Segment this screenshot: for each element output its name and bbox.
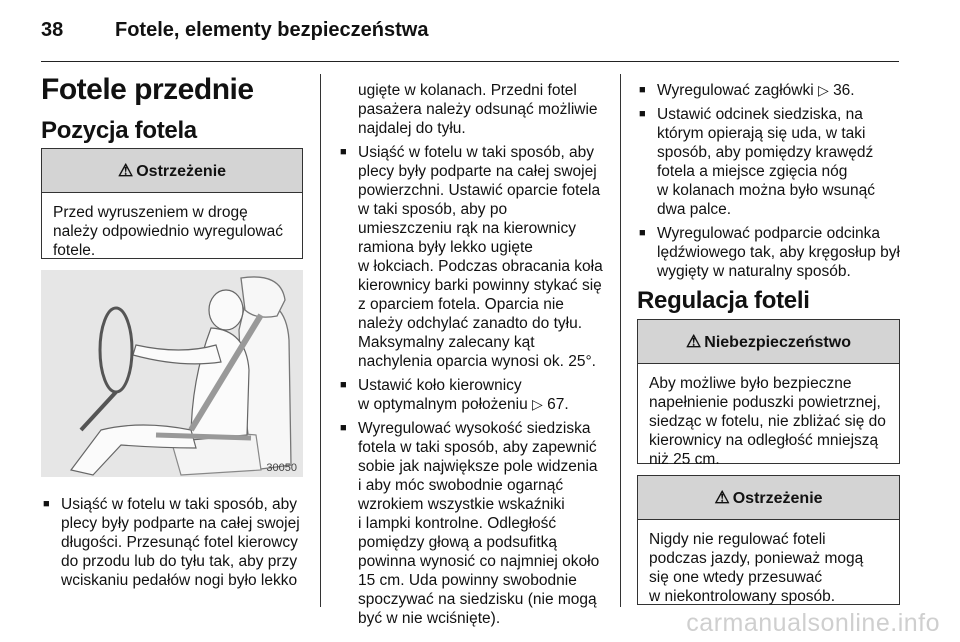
driver-seat-drawing xyxy=(41,270,303,477)
subsection-heading: Pozycja fotela xyxy=(41,117,197,144)
page-reference[interactable]: 67. xyxy=(547,396,569,413)
header-rule xyxy=(41,61,899,62)
warning-box xyxy=(637,475,900,605)
list-item: ■ Wyregulować zagłówki ▷ 36. xyxy=(637,81,902,100)
subsection-heading: Regulacja foteli xyxy=(637,287,810,314)
warning-triangle-icon: ⚠ xyxy=(714,488,730,507)
page-reference-arrow-icon[interactable]: ▷ xyxy=(532,396,543,412)
page-reference-arrow-icon[interactable]: ▷ xyxy=(817,82,829,98)
danger-heading: Niebezpieczeństwo xyxy=(704,334,851,351)
warning-heading: Ostrzeżenie xyxy=(732,490,823,507)
warning-box xyxy=(41,148,303,259)
list-item: ■ Ustawić koło kierownicy w optymalnym położeniu ▷ 67. xyxy=(338,376,610,414)
warning-heading: Ostrzeżenie xyxy=(136,163,227,180)
warning-text: Przed wyruszeniem w drogę należy odpowiednio wyregulować fotele. xyxy=(53,204,284,259)
warning-triangle-icon: ⚠ xyxy=(686,332,702,351)
seating-position-illustration xyxy=(41,270,303,477)
list-item-continued: ugięte w kolanach. Przedni fotel pasażera należy odsunąć możliwie najdalej do tyłu. xyxy=(358,82,598,137)
warning-box-header xyxy=(42,149,302,193)
list-item: ■ Usiąść w fotelu w taki sposób, aby plecy były podparte na całej swojej długości. Przesunąć fotel kierowcy do przodu lub do tyłu tak, aby przy wciskaniu pedałów nogi było lekko xyxy=(41,495,311,590)
danger-box xyxy=(637,319,900,468)
column-divider xyxy=(620,74,621,607)
watermark: carmanualsonline.info xyxy=(686,609,940,637)
list-item: ■ Usiąść w fotelu w taki sposób, aby plecy były podparte na całej swojej powierzchni. Ustawić oparcie fotela w taki sposób, aby po umieszczeniu rąk na kierownicy ramiona były lekko ugięte w łokciach. Podczas obracania koła kierownicy barki powinny stykać się z oparciem fotela. Oparcia nie należy odchylać zanadto do tyłu. Maksymalny zalecany kąt nachylenia oparcia wynosi ok. 25°. xyxy=(338,143,610,371)
page-reference[interactable]: 36. xyxy=(833,82,855,99)
page-number: 38 xyxy=(41,19,64,41)
list-item: ■ Ustawić odcinek siedziska, na którym opierają się uda, w taki sposób, aby pomiędzy krawędź fotela a miejsce zgięcia nóg w kolanach można było wsunąć dwa palce. xyxy=(637,105,902,219)
list-item: ■ Wyregulować podparcie odcinka lędźwiowego tak, aby kręgosłup był wygięty w naturalny sposób. xyxy=(637,224,902,281)
list-item: ■ Wyregulować wysokość siedziska fotela w taki sposób, aby zapewnić sobie jak największe pole widzenia i aby móc swobodnie ogarnąć wzrokiem wszystkie wskaźniki i lampki kontrolne. Odległość pomiędzy głową a podsufitką powinna wynosić co najmniej około 15 cm. Uda powinny swobodnie spoczywać na siedzisku (nie mogą być w nie wciśnięte). xyxy=(338,419,610,628)
warning-triangle-icon: ⚠ xyxy=(117,161,134,180)
danger-text: Aby możliwe było bezpieczne napełnienie poduszki powietrznej, siedząc w fotelu, nie zbliżać się do kierownicy na odległość mniejszą niż 25 cm. xyxy=(649,375,886,468)
column-divider xyxy=(320,74,321,607)
warning-text: Nigdy nie regulować foteli podczas jazdy, ponieważ mogą się one wtedy przesuwać w niekontrolowany sposób. xyxy=(649,531,864,605)
warning-box-header xyxy=(638,476,899,520)
figure-number: 30050 xyxy=(266,462,297,474)
section-heading: Fotele przednie xyxy=(41,73,254,106)
chapter-title: Fotele, elementy bezpieczeństwa xyxy=(115,19,429,41)
danger-box-header xyxy=(638,320,899,364)
